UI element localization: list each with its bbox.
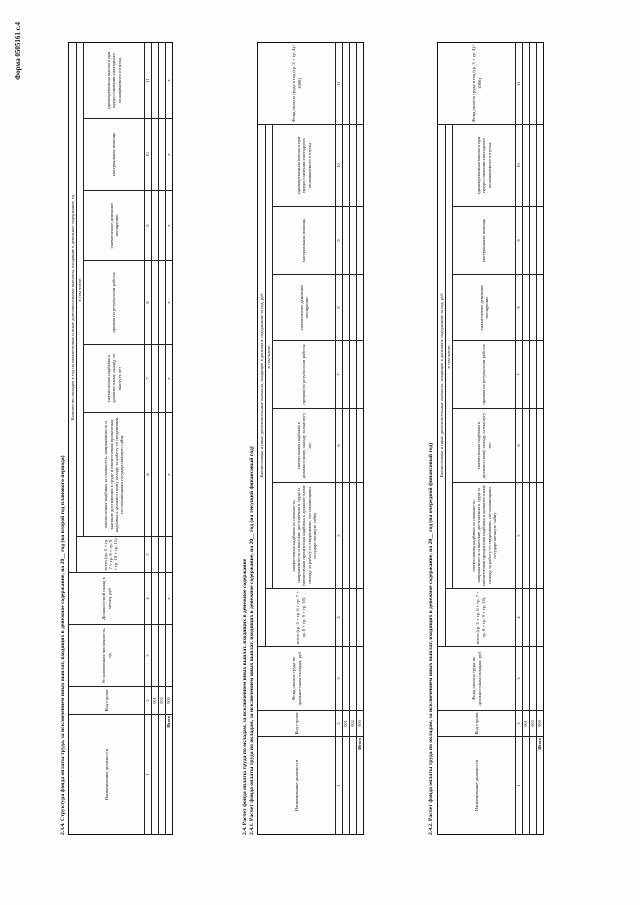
header-salary-count-group: Количество окладов в год на ежемесячные и иные дополнительные выплаты, входящие в денежное содержание, ед: [69, 43, 77, 573]
column-number: 11: [145, 43, 152, 119]
table-cell[interactable]: [343, 207, 350, 275]
column-number: 11: [516, 42, 523, 124]
total-label: Итого: [537, 737, 544, 835]
section-heading-2-4-2: 2.4.2. Расчет фонда оплаты труда по окладам, за исключением иных выплат, входящих в денежное содержание, на 20__ год (на очередной финансовый год): [428, 442, 434, 835]
header-complexity-bonus: ежемесячная надбавка за сложность, напряженность и высокие достижения в труде и ежемесячная процентная надбавка к должностному окладу за работу со сведениями, составляющими государственную тайну: [273, 483, 336, 589]
total-cell: x: [166, 191, 173, 261]
column-number: 7: [336, 341, 343, 409]
header-headcount: Установленная численность, ед: [69, 625, 145, 687]
table-cell[interactable]: [530, 275, 537, 341]
column-number: 3: [336, 647, 343, 711]
column-number: 7: [145, 345, 152, 413]
total-cell: [357, 124, 364, 206]
total-cell: [537, 124, 544, 206]
table-cell[interactable]: [343, 275, 350, 341]
position-name-cell[interactable]: [152, 715, 159, 835]
header-monthly-salary: Должностной оклад в месяц, руб: [69, 573, 145, 625]
table-cell[interactable]: [350, 42, 357, 124]
column-number: 9: [516, 207, 523, 275]
header-row-code: Код строки: [438, 711, 516, 737]
header-performance-bonus: премии по результатам работы: [273, 341, 336, 409]
table-cell[interactable]: [530, 589, 537, 647]
column-number: 10: [145, 119, 152, 191]
header-material-aid: материальная помощь: [84, 119, 145, 191]
table-cell[interactable]: [523, 275, 530, 341]
header-performance-bonus: премии по результатам работы: [84, 261, 145, 345]
table-cell[interactable]: [159, 625, 166, 687]
total-row-code: 900: [357, 711, 364, 737]
table-cell[interactable]: [152, 261, 159, 345]
total-cell: x: [166, 345, 173, 413]
table-cell[interactable]: [530, 42, 537, 124]
header-complexity-bonus: ежемесячная надбавка за сложность, напряженность и высокие достижения в труде и ежемесячная процентная надбавка к должностному окладу за работу со сведениями, составляющими государственную тайну: [84, 413, 145, 537]
table-cell[interactable]: [530, 341, 537, 409]
table-cell[interactable]: [530, 207, 537, 275]
total-cell: [357, 589, 364, 647]
table-cell[interactable]: [350, 207, 357, 275]
header-seniority-bonus: ежемесячная надбавка к должностному окладу за выслугу лет: [273, 409, 336, 483]
column-number: 3: [145, 625, 152, 687]
table-cell[interactable]: [152, 573, 159, 625]
row-code: 001: [523, 711, 530, 737]
table-cell[interactable]: [159, 43, 166, 119]
column-number: 2: [336, 711, 343, 737]
total-row-code: 900: [166, 687, 173, 715]
column-number: 6: [145, 413, 152, 537]
header-position-name: Наименование должности: [69, 715, 145, 835]
total-label: Итого: [166, 715, 173, 835]
column-number: 10: [336, 124, 343, 206]
table-cell[interactable]: [350, 341, 357, 409]
header-additional-payments-group: Ежемесячные и иные дополнительные выплаты, входящие в денежное содержание за год, руб: [438, 124, 446, 646]
header-material-aid: материальная помощь: [453, 207, 516, 275]
header-total: всего (гр. 6 + гр. 7 + гр. 8 + гр. 9 + гр. 10 + гр. 11): [77, 537, 145, 573]
table-cell[interactable]: [530, 483, 537, 589]
header-total: всего (гр. 5 + гр. 6 + гр. 7 + гр. 8 + гр. 9 + гр. 10): [266, 589, 336, 647]
header-vacation-payment: единовременная выплата при предоставлении ежегодного оплачиваемого отпуска: [453, 124, 516, 206]
table-cell[interactable]: [530, 647, 537, 711]
table-cell[interactable]: [350, 275, 357, 341]
header-vacation-payment: единовременная выплата при предоставлении ежегодного оплачиваемого отпуска: [273, 124, 336, 206]
total-cell: [166, 537, 173, 573]
total-cell: [357, 647, 364, 711]
column-number: 5: [516, 483, 523, 589]
header-salary-fund: Фонд оплаты труда по должностным окладам, руб: [438, 647, 516, 711]
table-cell[interactable]: [523, 42, 530, 124]
section-heading-2-3-4: 2.3.4. Структура фонда оплаты труда, за исключением иных выплат, входящих в денежное содержание, на 20__ год (на второй год планового периода): [60, 455, 66, 835]
column-number: 4: [145, 573, 152, 625]
header-including: в том числе:: [266, 124, 273, 588]
column-number: 2: [145, 687, 152, 715]
total-cell: [537, 341, 544, 409]
salary-fund-current-year-table: [257, 42, 364, 835]
position-name-cell[interactable]: [159, 715, 166, 835]
total-cell: [537, 409, 544, 483]
table-cell[interactable]: [343, 409, 350, 483]
column-number: 5: [336, 483, 343, 589]
table-cell[interactable]: [523, 409, 530, 483]
total-label: Итого: [357, 737, 364, 835]
total-cell: [537, 483, 544, 589]
table-cell[interactable]: [523, 124, 530, 206]
table-cell[interactable]: [159, 191, 166, 261]
header-position-name: Наименование должности: [438, 737, 516, 835]
header-monthly-incentive: ежемесячное денежное поощрение: [273, 275, 336, 341]
position-name-cell[interactable]: [350, 737, 357, 835]
position-name-cell[interactable]: [530, 737, 537, 835]
table-cell[interactable]: [350, 589, 357, 647]
header-performance-bonus: премии по результатам работы: [453, 341, 516, 409]
column-number: 1: [336, 737, 343, 835]
table-cell[interactable]: [159, 573, 166, 625]
column-number: 1: [145, 715, 152, 835]
header-monthly-incentive: ежемесячное денежное поощрение: [453, 275, 516, 341]
column-number: 1: [516, 737, 523, 835]
column-number: 3: [516, 647, 523, 711]
column-number: 8: [516, 275, 523, 341]
table-cell[interactable]: [159, 413, 166, 537]
table-cell[interactable]: [343, 589, 350, 647]
table-cell[interactable]: [152, 625, 159, 687]
table-cell[interactable]: [152, 345, 159, 413]
header-annual-fund: Фонд оплаты труда в год (гр. 3 + гр. 4) / 1000): [438, 42, 516, 124]
total-cell: [357, 42, 364, 124]
table-cell[interactable]: [523, 207, 530, 275]
row-code: 001: [152, 687, 159, 715]
total-cell: [357, 341, 364, 409]
table-cell[interactable]: [530, 124, 537, 206]
total-cell: x: [166, 413, 173, 537]
total-cell: [537, 589, 544, 647]
table-cell[interactable]: [152, 537, 159, 573]
column-number: 8: [145, 261, 152, 345]
column-number: 4: [516, 589, 523, 647]
header-complexity-bonus: ежемесячная надбавка за сложность, напряженность и высокие достижения в труде и ежемесячная процентная надбавка к должностному окладу за работу со сведениями, составляющими государственную тайну: [453, 483, 516, 589]
table-cell[interactable]: [530, 409, 537, 483]
total-cell: [537, 207, 544, 275]
table-cell[interactable]: [523, 341, 530, 409]
header-vacation-payment: единовременная выплата при предоставлении ежегодного оплачиваемого отпуска: [84, 43, 145, 119]
total-row-code: 900: [537, 711, 544, 737]
total-cell: [166, 625, 173, 687]
table-cell[interactable]: [152, 119, 159, 191]
total-cell: x: [166, 573, 173, 625]
table-cell[interactable]: [159, 537, 166, 573]
total-cell: [357, 207, 364, 275]
header-seniority-bonus: ежемесячная надбавка к должностному окладу за выслугу лет: [84, 345, 145, 413]
row-code: 001: [343, 711, 350, 737]
salary-fund-next-year-table: [437, 42, 544, 835]
column-number: 7: [516, 341, 523, 409]
header-row-code: Код строки: [69, 687, 145, 715]
total-cell: x: [166, 261, 173, 345]
total-cell: [357, 275, 364, 341]
column-number: 9: [145, 191, 152, 261]
table-cell[interactable]: [343, 341, 350, 409]
table-cell[interactable]: [159, 261, 166, 345]
table-cell[interactable]: [343, 124, 350, 206]
header-monthly-incentive: ежемесячное денежное поощрение: [84, 191, 145, 261]
total-cell: x: [166, 119, 173, 191]
section-heading-2-4-1: 2.4.1. Расчет фонда оплаты труда по окладам, за исключением иных выплат, входящих в денежное содержание, на 20__ год (на текущий финансовый год): [249, 446, 255, 835]
salary-structure-table: [68, 42, 173, 835]
total-cell: [537, 275, 544, 341]
table-cell[interactable]: [350, 124, 357, 206]
table-cell[interactable]: [343, 647, 350, 711]
header-row-code: Код строки: [258, 711, 336, 737]
row-code: 002: [530, 711, 537, 737]
column-number: 2: [516, 711, 523, 737]
table-cell[interactable]: [350, 409, 357, 483]
header-material-aid: материальная помощь: [273, 207, 336, 275]
header-annual-fund: Фонд оплаты труда в год (гр. 3 + гр. 4) / 1000): [258, 42, 336, 124]
table-cell[interactable]: [152, 43, 159, 119]
table-cell[interactable]: [152, 191, 159, 261]
row-code: 002: [350, 711, 357, 737]
table-cell[interactable]: [523, 483, 530, 589]
table-cell[interactable]: [152, 413, 159, 537]
total-cell: [537, 647, 544, 711]
row-code: 002: [159, 687, 166, 715]
total-cell: [357, 409, 364, 483]
section-heading-2-4: 2.4. Расчет фонда оплаты труда по окладам, за исключением иных выплат, входящих в денежное содержание: [242, 558, 248, 835]
table-cell[interactable]: [343, 42, 350, 124]
position-name-cell[interactable]: [523, 737, 530, 835]
total-cell: [537, 42, 544, 124]
total-cell: [357, 483, 364, 589]
header-total: всего (гр. 5 + гр. 6 + гр. 7 + гр. 8 + гр. 9 + гр. 10): [446, 589, 516, 647]
column-number: 6: [516, 409, 523, 483]
header-additional-payments-group: Ежемесячные и иные дополнительные выплаты, входящие в денежное содержание за год, руб: [258, 124, 266, 646]
header-salary-fund: Фонд оплаты труда по должностным окладам, руб: [258, 647, 336, 711]
column-number: 9: [336, 207, 343, 275]
header-including: в том числе:: [77, 43, 84, 537]
header-including: в том числе:: [446, 124, 453, 588]
form-label: Форма 0505161 с.4: [14, 22, 22, 80]
table-cell[interactable]: [523, 647, 530, 711]
position-name-cell[interactable]: [343, 737, 350, 835]
header-seniority-bonus: ежемесячная надбавка к должностному окладу за выслугу лет: [453, 409, 516, 483]
column-number: 4: [336, 589, 343, 647]
column-number: 11: [336, 42, 343, 124]
table-cell[interactable]: [350, 483, 357, 589]
total-cell: x: [166, 43, 173, 119]
column-number: 5: [145, 537, 152, 573]
table-cell[interactable]: [159, 119, 166, 191]
column-number: 10: [516, 124, 523, 206]
table-cell[interactable]: [523, 589, 530, 647]
table-cell[interactable]: [350, 647, 357, 711]
header-position-name: Наименование должности: [258, 737, 336, 835]
table-cell[interactable]: [159, 345, 166, 413]
column-number: 6: [336, 409, 343, 483]
table-cell[interactable]: [343, 483, 350, 589]
column-number: 8: [336, 275, 343, 341]
